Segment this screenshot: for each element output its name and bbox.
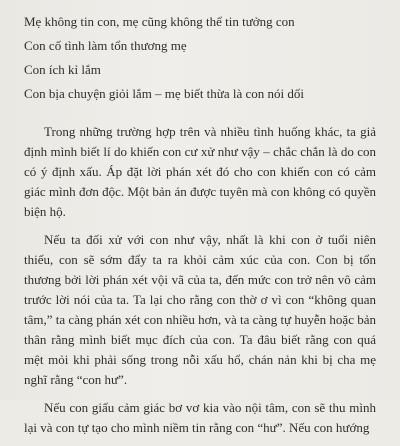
dialogue-line: Mẹ không tin con, mẹ cũng không thể tin tưởng con [24,14,295,29]
paragraph: Nếu con giấu cảm giác bơ vơ kia vào nội tâm, con sẽ thu mình lại và con tự tạo cho mình niềm tin rằng con “hư”. Nếu con hướng [24,400,376,435]
dialogue-line: Con bịa chuyện giỏi lắm – mẹ biết thừa là con nói dối [24,86,304,101]
paragraph: Nếu ta đối xử với con như vậy, nhất là khi con ở tuổi niên thiếu, con sẽ sớm đẩy ta ra khỏi cảm xúc của con. Con bị tổn thương bởi lời phán xét vội vã của ta, đến mức con trở nên vô cảm trước lời nói của ta. Ta lại cho rằng con thờ ơ vì con “không quan tâm,” ta càng phán xét con nhiều hơn, và ta càng tự huyễn hoặc bản thân rằng mình biết mục đích của con. Ta đâu biết rằng con quá mệt mỏi khi phải sống trong nỗi xấu hổ, chán nản khi bị cha mẹ nghĩ rằng “con hư”. [24,232,376,387]
dialogue-line: Con ích kỉ lắm [24,62,101,77]
body-text [0,122,396,446]
dialogue-line: Con cố tình làm tổn thương mẹ [24,38,187,53]
paragraph: Trong những trường hợp trên và nhiều tình huống khác, ta giả định mình biết lí do khiến con cư xử như vậy – chắc chắn là do con có ý định xấu. Áp đặt lời phán xét đó cho con khiến con có cảm giác mình đơn độc. Một bản án được tuyên mà con không có quyền biện hộ. [24,124,376,219]
dialogue-list [24,10,384,106]
